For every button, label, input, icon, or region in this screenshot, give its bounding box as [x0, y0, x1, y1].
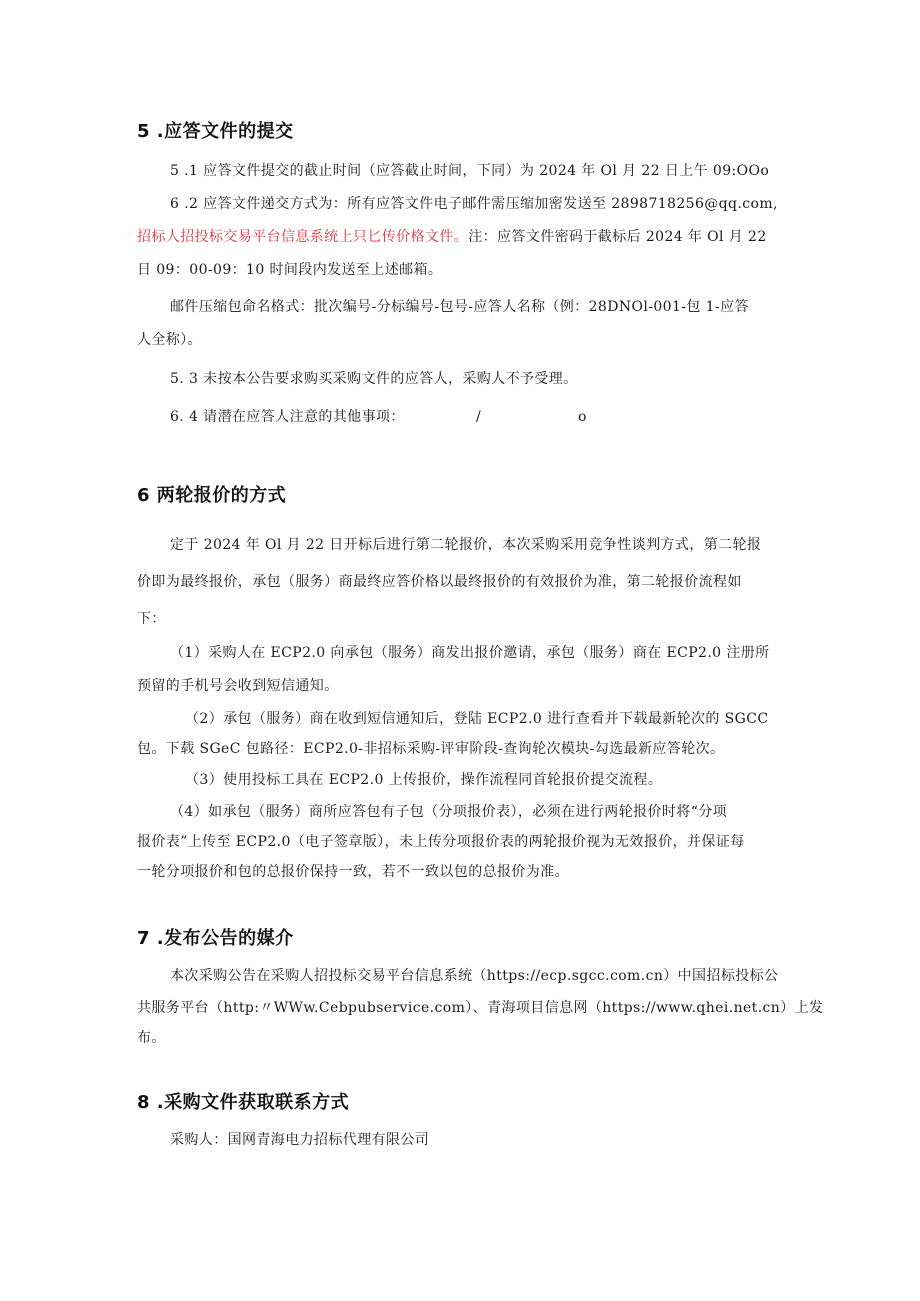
blank-slash: / — [476, 409, 482, 425]
section-5-2-paragraph-line2 — [137, 227, 767, 247]
section-6-intro-line1: 定于 2024 年 Ol 月 22 日开标后进行第二轮报价，本次采购采用竞争性谈判方式，第二轮报 — [170, 537, 762, 553]
mail-naming-format-line1: 邮件压缩包命名格式：批次编号-分标编号-包号-应答人名称（例：28DNOl-001-包 1-应答 — [170, 299, 749, 315]
step-1-line2: 预留的手机号会收到短信通知。 — [137, 678, 339, 694]
section-5-1-paragraph: 5 .1 应答文件提交的截止时间（应答截止时间，下同）为 2024 年 Ol 月 22 日上午 09:OOo — [170, 163, 770, 179]
section-5-2-paragraph-line1: 6 .2 应答文件递交方式为：所有应答文件电子邮件需压缩加密发送至 2898718256@qq.com, — [170, 196, 778, 212]
red-notice-text: 招标人招投标交易平台信息系统上只匕传价格文件。 — [137, 229, 469, 245]
section-6-heading: 6 两轮报价的方式 — [137, 485, 287, 506]
section-7-heading: 7 .发布公告的媒介 — [137, 928, 294, 949]
section-7-line3: 布。 — [137, 1030, 166, 1046]
section-7-line1: 本次采购公告在采购人招投标交易平台信息系统（https://ecp.sgcc.com.cn）中国招标投标公 — [170, 968, 779, 984]
other-matters-label: 6. 4 请潜在应答人注意的其他事项： — [170, 409, 405, 425]
section-5-4-paragraph — [170, 407, 587, 427]
step-2-line1: （2）承包（服务）商在收到短信通知后，登陆 ECP2.0 进行查看并下载最新轮次的 SGCC — [185, 711, 769, 727]
section-7-line2: 共服务平台（http:〃WWw.Cebpubservice.com）、青海项目信息网（https://www.qhei.net.cn）上发 — [137, 1000, 824, 1016]
section-6-intro-line2: 价即为最终报价，承包（服务）商最终应答价格以最终报价的有效报价为准，第二轮报价流程如 — [137, 574, 742, 590]
section-6-intro-line3: 下： — [137, 611, 166, 627]
step-4-line1: （4）如承包（服务）商所应答包有子包（分项报价表），必须在进行两轮报价时将“分项 — [170, 804, 728, 820]
section-5-2-paragraph-line3: 日 09：00-09：10 时间段内发送至上述邮箱。 — [137, 262, 443, 278]
section-5-3-paragraph: 5. 3 未按本公告要求购买采购文件的应答人，采购人不予受理。 — [170, 371, 578, 387]
step-4-line3: 一轮分项报价和包的总报价保持一致，若不一致以包的总报价为准。 — [137, 864, 569, 880]
mail-naming-format-line2: 人全称）。 — [137, 332, 202, 348]
section-8-heading: 8 .采购文件获取联系方式 — [137, 1092, 350, 1113]
password-note-text: 注：应答文件密码于截标后 2024 年 Ol 月 22 — [468, 229, 767, 245]
step-2-line2: 包。下载 SGeC 包路径：ECP2.0-非招标采购-评审阶段-查询轮次模块-勾选最新应答轮次。 — [137, 741, 725, 757]
step-1-line1: （1）采购人在 ECP2.0 向承包（服务）商发出报价邀请，承包（服务）商在 ECP2.0 注册所 — [170, 645, 770, 661]
purchaser-line: 采购人：国网青海电力招标代理有限公司 — [170, 1132, 430, 1148]
section-5-heading: 5 .应答文件的提交 — [137, 121, 294, 142]
step-4-line2: 报价表”上传至 ECP2.0（电子签章版），未上传分项报价表的两轮报价视为无效报价，并保证每 — [137, 834, 745, 850]
period-mark: o — [578, 409, 587, 425]
step-3-paragraph: （3）使用投标工具在 ECP2.0 上传报价，操作流程同首轮报价提交流程。 — [185, 772, 663, 788]
